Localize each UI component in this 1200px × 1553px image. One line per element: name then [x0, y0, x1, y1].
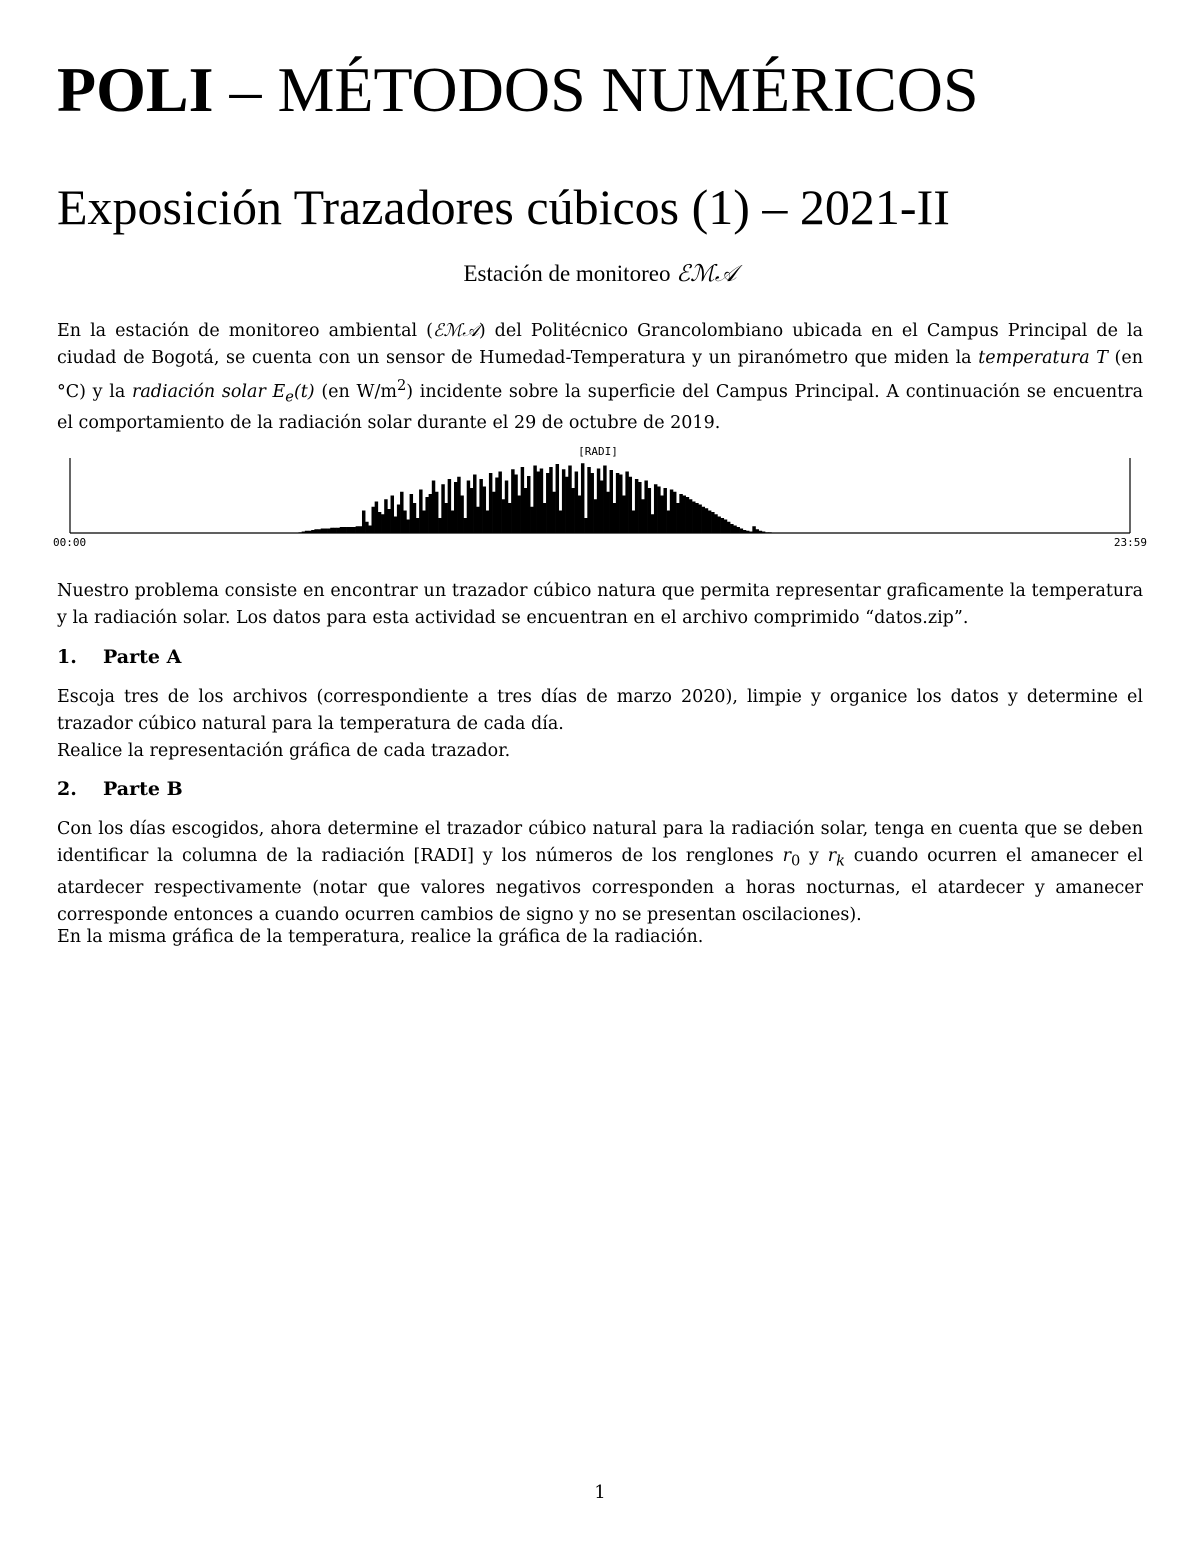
station-prefix: Estación de monitoreo	[463, 261, 677, 286]
radiation-bar	[543, 503, 546, 533]
radiation-bar	[337, 528, 340, 533]
section-parte-b-number: 2.	[57, 778, 77, 800]
radiation-bar	[765, 532, 768, 533]
intro-text-5	[266, 382, 273, 402]
radiation-bar	[660, 496, 663, 534]
radiation-bar	[327, 529, 330, 534]
radiation-bar	[556, 464, 559, 533]
radiation-bar	[721, 518, 724, 533]
radiation-bar	[346, 527, 349, 533]
radiation-bar	[349, 527, 352, 533]
radiation-bar	[502, 499, 505, 533]
radiation-bar	[305, 531, 308, 533]
radiation-bar	[552, 492, 555, 533]
radiation-bar	[464, 518, 467, 533]
radiation-bar	[368, 526, 371, 534]
radiation-bar	[343, 527, 346, 533]
radiation-bar	[410, 494, 413, 533]
radiation-bar	[378, 512, 381, 533]
radiation-bar	[578, 496, 581, 534]
radiation-bar	[727, 522, 730, 533]
chart-bars	[299, 463, 772, 533]
radiation-bar	[340, 527, 343, 533]
radiation-bar	[644, 481, 647, 534]
parte-a-paragraph-1: Escoja tres de los archivos (correspondiente a tres días de marzo 2020), limpie y organice los datos y determine el trazador cúbico natural para la temperatura de cada día.	[57, 687, 1143, 734]
radiation-bar	[444, 503, 447, 533]
radiation-bar	[311, 530, 314, 533]
radiation-bar	[511, 469, 514, 533]
intro-ema-symbol: ℰℳ𝒜	[432, 321, 479, 341]
radiation-bar	[467, 481, 470, 534]
parte-b-text-1: Con los días escogidos, ahora determine el trazador cúbico natural para la radiación solar, tenga en cuenta que se deben identificar la columna de la radiación [RADI] y los números de los renglones	[57, 819, 1143, 866]
radiation-bar	[597, 469, 600, 534]
radiation-bar	[670, 490, 673, 534]
radiation-bar	[717, 517, 720, 534]
radiation-bar	[394, 517, 397, 534]
intro-text-6: (en W/m	[314, 381, 397, 402]
radiation-bar	[613, 503, 616, 533]
radiation-bar	[610, 470, 613, 533]
intro-superscript-2: 2	[396, 377, 407, 394]
radiation-bar	[438, 518, 441, 533]
radiation-bar	[651, 514, 654, 533]
radiation-bar	[441, 484, 444, 533]
parte-b-r0-symbol: r	[782, 846, 791, 866]
section-parte-b-heading	[57, 780, 183, 799]
radiation-bar	[406, 520, 409, 534]
radiation-bar	[299, 532, 302, 533]
radiation-bar	[435, 492, 438, 533]
page-subtitle: Exposición Trazadores cúbicos (1) – 2021-II	[57, 179, 950, 235]
radiation-bar	[708, 511, 711, 534]
radiation-bar	[625, 472, 628, 534]
problem-paragraph: Nuestro problema consiste en encontrar un trazador cúbico natura que permita representar graficamente la temperatura y la radiación solar. Los datos para esta actividad se encuentran en el archivo comprimido “datos.zip”.	[57, 581, 1143, 628]
radiation-bar	[749, 532, 752, 534]
radiation-bar	[448, 479, 451, 533]
radiation-bar	[527, 476, 530, 533]
radiation-bar	[759, 531, 762, 533]
radiation-bar	[470, 488, 473, 533]
radiation-bar	[308, 531, 311, 533]
parte-b-text-2: y	[800, 846, 828, 866]
radiation-bar	[581, 463, 584, 533]
radiation-bar	[530, 507, 533, 533]
intro-text-1: En la estación de monitoreo ambiental (	[57, 321, 433, 341]
radiation-bar	[314, 529, 317, 533]
radiation-bar	[746, 531, 749, 533]
radiation-bar	[590, 473, 593, 533]
radiation-bar	[451, 511, 454, 534]
radiation-bar	[479, 479, 482, 533]
radiation-bar	[352, 527, 355, 533]
radiation-bar	[587, 467, 590, 533]
station-heading	[0, 260, 1200, 289]
radiation-bar	[517, 496, 520, 534]
chart-x-end-label: 23:59	[1113, 536, 1147, 549]
radiation-bar	[584, 518, 587, 533]
radiation-bar	[495, 478, 498, 534]
radiation-bar	[663, 488, 666, 533]
intro-temperature-word: temperatura	[978, 348, 1090, 368]
radiation-bar	[372, 507, 375, 533]
radiation-bar	[400, 492, 403, 533]
radiation-bar	[565, 477, 568, 533]
parte-b-r0-subscript: 0	[790, 852, 801, 870]
radiation-bar	[692, 502, 695, 534]
radiation-bar	[384, 499, 387, 533]
radiation-bar	[698, 505, 701, 534]
section-parte-a-heading	[57, 648, 181, 667]
radiation-bar	[498, 472, 501, 534]
radiation-bar	[676, 503, 679, 533]
radiation-bar	[381, 514, 384, 533]
radiation-bar	[733, 526, 736, 534]
radiation-bar	[416, 518, 419, 533]
radiation-bar	[648, 488, 651, 533]
radiation-bar	[473, 475, 476, 534]
radiation-bar	[457, 477, 460, 533]
radiation-bar	[559, 511, 562, 534]
radiation-bar	[632, 511, 635, 534]
radiation-bar	[594, 499, 597, 533]
radiation-bar	[387, 509, 390, 533]
radiation-bar	[413, 503, 416, 533]
radiation-bar	[546, 473, 549, 533]
radiation-bar	[356, 526, 359, 533]
intro-text-4: (en °C) y la	[57, 348, 1143, 402]
radiation-bar	[391, 496, 394, 534]
radiation-bar	[756, 529, 759, 533]
radiation-bar	[619, 475, 622, 534]
radiation-bar	[686, 497, 689, 533]
parte-b-text-3: cuando ocurren el amanecer el atardecer respectivamente (notar que valores negativos corresponden a horas nocturnas, el atardecer y amanecer corresponde entonces a cuando ocurren cambios de signo y no se presentan oscilaciones).	[57, 846, 1144, 925]
radiation-bar	[540, 469, 543, 534]
radiation-bar	[492, 492, 495, 533]
radiation-bar	[403, 511, 406, 534]
radiation-bar	[549, 467, 552, 533]
radiation-bar	[606, 492, 609, 533]
radiation-bar	[762, 532, 765, 534]
radiation-bar	[419, 490, 422, 534]
radiation-bar	[524, 488, 527, 533]
parte-b-paragraph-2: En la misma gráfica de la temperatura, realice la gráfica de la radiación.	[57, 927, 704, 947]
radiation-bar	[489, 473, 492, 533]
radiation-bar	[667, 511, 670, 534]
radiation-bar	[429, 494, 432, 533]
radiation-bar	[740, 529, 743, 534]
radiation-bar	[575, 472, 578, 534]
chart-x-start-label: 00:00	[53, 536, 87, 549]
radiation-bar	[533, 466, 536, 534]
intro-Ee-symbol: E	[272, 381, 286, 402]
radiation-bar	[521, 467, 524, 533]
radiation-bar	[476, 507, 479, 533]
radiation-bar	[705, 508, 708, 533]
radiation-bar	[318, 529, 321, 533]
radiation-bar	[321, 529, 324, 534]
title-rest: – MÉTODOS NUMÉRICOS	[213, 54, 979, 125]
parte-b-rk-subscript: k	[836, 852, 845, 870]
radiation-bar	[711, 512, 714, 533]
radiation-chart	[50, 440, 1150, 550]
radiation-bar	[365, 522, 368, 533]
radiation-bar	[425, 497, 428, 533]
intro-Ee-argument: (t)	[293, 381, 315, 402]
radiation-bar	[562, 469, 565, 533]
radiation-bar	[654, 484, 657, 533]
radiation-bar	[571, 488, 574, 533]
radiation-bar	[622, 496, 625, 534]
radiation-bar	[603, 466, 606, 534]
chart-title: [RADI]	[578, 445, 618, 458]
section-parte-a-title: Parte A	[103, 646, 182, 668]
radiation-bar	[695, 503, 698, 533]
radiation-bar	[454, 482, 457, 533]
radiation-bar	[673, 492, 676, 533]
radiation-bar	[460, 496, 463, 534]
intro-radiation-word: radiación solar	[131, 381, 266, 402]
radiation-bar	[514, 475, 517, 534]
radiation-bar	[641, 499, 644, 533]
radiation-bar	[768, 532, 771, 533]
radiation-bar	[702, 507, 705, 533]
radiation-bar	[679, 494, 682, 533]
radiation-bar	[432, 481, 435, 534]
section-parte-b-title: Parte B	[103, 778, 183, 800]
page-title	[57, 54, 979, 125]
radiation-bar	[730, 524, 733, 533]
radiation-bar	[736, 527, 739, 533]
radiation-bar	[362, 511, 365, 534]
radiation-bar	[537, 472, 540, 534]
parte-b-paragraph-1	[57, 816, 1143, 929]
radiation-bar	[752, 526, 755, 533]
radiation-bar	[638, 482, 641, 533]
radiation-bar	[483, 487, 486, 534]
radiation-bar	[743, 530, 746, 533]
radiation-bar	[683, 496, 686, 534]
intro-text-7: ) incidente sobre la superficie del Campus Principal. A continuación se encuentra el comportamiento de la radiación solar durante el 29 de octubre de 2019.	[57, 381, 1144, 434]
radiation-bar	[324, 529, 327, 534]
radiation-bar	[375, 502, 378, 534]
radiation-bar	[724, 520, 727, 534]
radiation-bar	[422, 511, 425, 534]
radiation-bar	[330, 528, 333, 533]
radiation-bar	[689, 499, 692, 533]
radiation-bar	[600, 481, 603, 534]
radiation-bar	[359, 526, 362, 533]
radiation-bar	[505, 481, 508, 534]
page-number: 1	[594, 1482, 606, 1503]
radiation-bar	[486, 511, 489, 534]
radiation-bar	[333, 528, 336, 533]
intro-paragraph	[57, 318, 1143, 437]
intro-Ee-subscript: e	[285, 388, 294, 406]
intro-T-symbol: T	[1096, 348, 1108, 368]
parte-b-rk-symbol: r	[827, 846, 837, 866]
radiation-bar	[568, 466, 571, 534]
radiation-bar	[616, 473, 619, 533]
title-bold: POLI	[57, 54, 214, 125]
radiation-bar	[397, 505, 400, 534]
parte-a-paragraph-2: Realice la representación gráfica de cada trazador.	[57, 741, 511, 761]
radiation-bar	[635, 479, 638, 533]
section-parte-a-number: 1.	[57, 646, 77, 668]
station-symbol: ℰℳ𝒜	[676, 261, 737, 287]
intro-text-2: ) del Politécnico Grancolombiano ubicada en el Campus Principal de la ciudad de Bogotá, se cuenta con un sensor de Humedad-Temperatura y un piranómetro que miden la	[57, 321, 1144, 368]
radiation-bar	[302, 532, 305, 534]
radiation-bar	[508, 503, 511, 533]
radiation-bar	[629, 477, 632, 533]
radiation-bar	[657, 487, 660, 534]
radiation-bar	[714, 514, 717, 533]
